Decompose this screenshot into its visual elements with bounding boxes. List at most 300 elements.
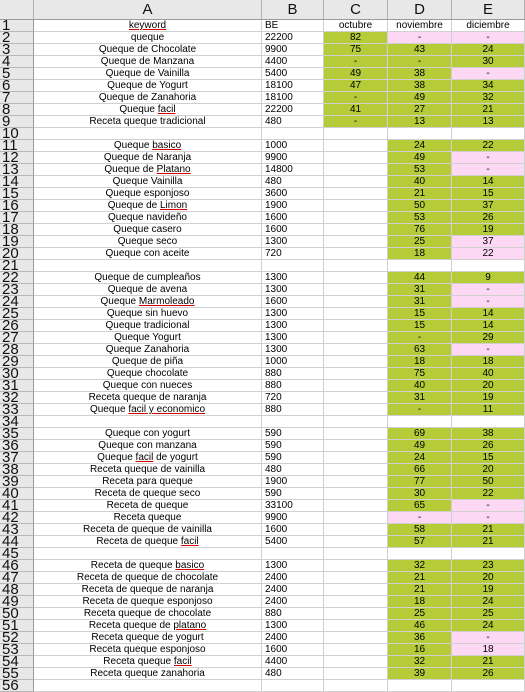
cell-diciembre[interactable]: [452, 416, 525, 428]
cell-be[interactable]: 480: [262, 176, 324, 188]
cell-be[interactable]: 2400: [262, 596, 324, 608]
row-header[interactable]: 31: [0, 380, 34, 392]
cell-noviembre[interactable]: 31: [388, 392, 452, 404]
cell-octubre[interactable]: 82: [324, 32, 388, 44]
cell-noviembre[interactable]: 32: [388, 560, 452, 572]
cell-be[interactable]: 2400: [262, 632, 324, 644]
cell-octubre[interactable]: [324, 200, 388, 212]
row-header[interactable]: 9: [0, 116, 34, 128]
cell-diciembre[interactable]: 23: [452, 560, 525, 572]
cell-octubre[interactable]: [324, 164, 388, 176]
cell-keyword[interactable]: Queque sin huevo: [34, 308, 262, 320]
cell-be[interactable]: 1600: [262, 644, 324, 656]
cell-octubre[interactable]: [324, 140, 388, 152]
cell-octubre[interactable]: [324, 656, 388, 668]
cell-noviembre[interactable]: 16: [388, 644, 452, 656]
cell-keyword[interactable]: Receta queque facil: [34, 656, 262, 668]
cell-keyword[interactable]: Queque de piña: [34, 356, 262, 368]
cell-noviembre[interactable]: 50: [388, 200, 452, 212]
cell-noviembre[interactable]: 21: [388, 584, 452, 596]
cell-keyword[interactable]: Queque de Manzana: [34, 56, 262, 68]
cell-octubre[interactable]: [324, 176, 388, 188]
cell-keyword[interactable]: Queque de cumpleaños: [34, 272, 262, 284]
cell-noviembre[interactable]: [388, 128, 452, 140]
cell-noviembre[interactable]: -: [388, 404, 452, 416]
cell-diciembre[interactable]: [452, 260, 525, 272]
cell-octubre[interactable]: [324, 464, 388, 476]
cell-keyword[interactable]: Queque con yogurt: [34, 428, 262, 440]
row-header[interactable]: 46: [0, 560, 34, 572]
cell-keyword[interactable]: Receta para queque: [34, 476, 262, 488]
cell-diciembre[interactable]: 19: [452, 224, 525, 236]
cell-diciembre[interactable]: [452, 128, 525, 140]
row-header[interactable]: 52: [0, 632, 34, 644]
cell-octubre[interactable]: [324, 404, 388, 416]
row-header[interactable]: 39: [0, 476, 34, 488]
cell-diciembre[interactable]: 14: [452, 320, 525, 332]
cell-diciembre[interactable]: 22: [452, 140, 525, 152]
row-header[interactable]: 55: [0, 668, 34, 680]
cell-be[interactable]: 2400: [262, 572, 324, 584]
cell-keyword[interactable]: Queque con aceite: [34, 248, 262, 260]
cell-noviembre[interactable]: 53: [388, 164, 452, 176]
cell-keyword[interactable]: Receta queque de chocolate: [34, 608, 262, 620]
cell-keyword[interactable]: Queque de Platano: [34, 164, 262, 176]
cell-octubre[interactable]: [324, 428, 388, 440]
cell-be[interactable]: 22200: [262, 104, 324, 116]
cell-octubre[interactable]: 47: [324, 80, 388, 92]
row-header[interactable]: 11: [0, 140, 34, 152]
cell-diciembre[interactable]: 21: [452, 524, 525, 536]
cell-octubre[interactable]: [324, 320, 388, 332]
cell-keyword[interactable]: Queque casero: [34, 224, 262, 236]
cell-octubre[interactable]: 49: [324, 68, 388, 80]
cell-keyword[interactable]: [34, 128, 262, 140]
cell-keyword[interactable]: Receta queque tradicional: [34, 116, 262, 128]
cell-noviembre[interactable]: [388, 416, 452, 428]
cell-octubre[interactable]: [324, 608, 388, 620]
cell-keyword[interactable]: [34, 416, 262, 428]
cell-noviembre[interactable]: 21: [388, 572, 452, 584]
row-header[interactable]: 12: [0, 152, 34, 164]
cell-noviembre[interactable]: [388, 260, 452, 272]
cell-octubre[interactable]: [324, 416, 388, 428]
cell-be[interactable]: 1600: [262, 212, 324, 224]
row-header[interactable]: 26: [0, 320, 34, 332]
cell-be[interactable]: 1000: [262, 356, 324, 368]
cell-octubre[interactable]: 75: [324, 44, 388, 56]
cell-noviembre[interactable]: 75: [388, 368, 452, 380]
cell-noviembre[interactable]: 27: [388, 104, 452, 116]
cell-keyword[interactable]: Queque basico: [34, 140, 262, 152]
cell-keyword[interactable]: Receta queque de platano: [34, 620, 262, 632]
row-header[interactable]: 42: [0, 512, 34, 524]
cell-noviembre[interactable]: 46: [388, 620, 452, 632]
row-header[interactable]: 17: [0, 212, 34, 224]
cell-keyword[interactable]: Receta de queque de naranja: [34, 584, 262, 596]
cell-diciembre[interactable]: 21: [452, 536, 525, 548]
cell-be[interactable]: 22200: [262, 32, 324, 44]
cell-diciembre[interactable]: 15: [452, 188, 525, 200]
row-header[interactable]: 13: [0, 164, 34, 176]
row-header[interactable]: 43: [0, 524, 34, 536]
cell-be[interactable]: 720: [262, 392, 324, 404]
cell-octubre[interactable]: [324, 584, 388, 596]
cell-diciembre[interactable]: 26: [452, 212, 525, 224]
cell-be[interactable]: 1000: [262, 140, 324, 152]
cell-diciembre[interactable]: 15: [452, 452, 525, 464]
cell-keyword[interactable]: Queque de Limon: [34, 200, 262, 212]
cell-diciembre[interactable]: 26: [452, 440, 525, 452]
cell-octubre[interactable]: [324, 560, 388, 572]
cell-noviembre[interactable]: 25: [388, 608, 452, 620]
column-header-e[interactable]: E: [452, 0, 525, 19]
cell-diciembre[interactable]: -: [452, 296, 525, 308]
cell-be[interactable]: 480: [262, 464, 324, 476]
row-header[interactable]: 40: [0, 488, 34, 500]
row-header[interactable]: 54: [0, 656, 34, 668]
cell-octubre[interactable]: [324, 128, 388, 140]
cell-noviembre[interactable]: 65: [388, 500, 452, 512]
cell-keyword[interactable]: Queque facil: [34, 104, 262, 116]
cell-keyword[interactable]: Queque con manzana: [34, 440, 262, 452]
cell-be[interactable]: [262, 416, 324, 428]
row-header[interactable]: 44: [0, 536, 34, 548]
cell-noviembre[interactable]: 15: [388, 308, 452, 320]
cell-be[interactable]: 18100: [262, 80, 324, 92]
row-header[interactable]: 24: [0, 296, 34, 308]
cell-diciembre[interactable]: 24: [452, 44, 525, 56]
row-header[interactable]: 56: [0, 680, 34, 692]
cell-diciembre[interactable]: 9: [452, 272, 525, 284]
cell-be[interactable]: 590: [262, 440, 324, 452]
cell-noviembre[interactable]: 43: [388, 44, 452, 56]
cell-be[interactable]: 14800: [262, 164, 324, 176]
cell-noviembre[interactable]: -: [388, 332, 452, 344]
cell-diciembre[interactable]: -: [452, 512, 525, 524]
cell-noviembre[interactable]: 76: [388, 224, 452, 236]
cell-noviembre[interactable]: 24: [388, 452, 452, 464]
row-header[interactable]: 10: [0, 128, 34, 140]
cell-diciembre[interactable]: [452, 548, 525, 560]
row-header[interactable]: 18: [0, 224, 34, 236]
column-header-d[interactable]: D: [388, 0, 452, 19]
cell-be[interactable]: 1600: [262, 224, 324, 236]
row-header[interactable]: 33: [0, 404, 34, 416]
cell-noviembre[interactable]: 66: [388, 464, 452, 476]
cell-keyword[interactable]: Queque esponjoso: [34, 188, 262, 200]
cell-octubre[interactable]: [324, 632, 388, 644]
cell-octubre[interactable]: [324, 284, 388, 296]
cell-diciembre[interactable]: 30: [452, 56, 525, 68]
cell-octubre[interactable]: [324, 212, 388, 224]
cell-keyword[interactable]: Receta queque de naranja: [34, 392, 262, 404]
cell-octubre[interactable]: [324, 488, 388, 500]
cell-noviembre[interactable]: 44: [388, 272, 452, 284]
cell-octubre[interactable]: [324, 452, 388, 464]
cell-octubre[interactable]: [324, 536, 388, 548]
cell-noviembre[interactable]: -: [388, 32, 452, 44]
cell-be[interactable]: 1300: [262, 320, 324, 332]
cell-keyword[interactable]: Receta de queque esponjoso: [34, 596, 262, 608]
cell-noviembre[interactable]: noviembre: [388, 20, 452, 32]
cell-octubre[interactable]: [324, 476, 388, 488]
cell-octubre[interactable]: [324, 224, 388, 236]
row-header[interactable]: 25: [0, 308, 34, 320]
row-header[interactable]: 32: [0, 392, 34, 404]
cell-noviembre[interactable]: 40: [388, 380, 452, 392]
cell-noviembre[interactable]: 18: [388, 596, 452, 608]
cell-keyword[interactable]: Receta de queque seco: [34, 488, 262, 500]
cell-keyword[interactable]: Queque facil de yogurt: [34, 452, 262, 464]
row-header[interactable]: 20: [0, 248, 34, 260]
cell-diciembre[interactable]: 24: [452, 596, 525, 608]
cell-octubre[interactable]: [324, 668, 388, 680]
row-header[interactable]: 49: [0, 596, 34, 608]
cell-diciembre[interactable]: 14: [452, 176, 525, 188]
cell-noviembre[interactable]: [388, 680, 452, 692]
cell-keyword[interactable]: Queque chocolate: [34, 368, 262, 380]
cell-octubre[interactable]: [324, 356, 388, 368]
row-header[interactable]: 8: [0, 104, 34, 116]
cell-keyword[interactable]: Receta de queque basico: [34, 560, 262, 572]
cell-noviembre[interactable]: 21: [388, 188, 452, 200]
cell-keyword[interactable]: Receta queque de yogurt: [34, 632, 262, 644]
cell-be[interactable]: 1300: [262, 236, 324, 248]
cell-noviembre[interactable]: 24: [388, 140, 452, 152]
cell-be[interactable]: 880: [262, 608, 324, 620]
cell-keyword[interactable]: Queque de Yogurt: [34, 80, 262, 92]
cell-diciembre[interactable]: 32: [452, 92, 525, 104]
cell-octubre[interactable]: -: [324, 116, 388, 128]
cell-be[interactable]: 18100: [262, 92, 324, 104]
cell-diciembre[interactable]: -: [452, 632, 525, 644]
cell-diciembre[interactable]: -: [452, 344, 525, 356]
cell-diciembre[interactable]: 19: [452, 584, 525, 596]
cell-be[interactable]: 590: [262, 488, 324, 500]
cell-keyword[interactable]: Receta de queque: [34, 500, 262, 512]
cell-noviembre[interactable]: 63: [388, 344, 452, 356]
cell-diciembre[interactable]: 38: [452, 428, 525, 440]
row-header[interactable]: 28: [0, 344, 34, 356]
cell-octubre[interactable]: [324, 332, 388, 344]
cell-noviembre[interactable]: 57: [388, 536, 452, 548]
cell-octubre[interactable]: [324, 524, 388, 536]
cell-keyword[interactable]: Receta queque esponjoso: [34, 644, 262, 656]
cell-noviembre[interactable]: 31: [388, 284, 452, 296]
cell-diciembre[interactable]: -: [452, 68, 525, 80]
row-header[interactable]: 7: [0, 92, 34, 104]
cell-keyword[interactable]: Queque de Chocolate: [34, 44, 262, 56]
cell-keyword[interactable]: Receta queque: [34, 512, 262, 524]
cell-diciembre[interactable]: 14: [452, 308, 525, 320]
cell-be[interactable]: 1300: [262, 332, 324, 344]
cell-be[interactable]: [262, 548, 324, 560]
cell-noviembre[interactable]: 25: [388, 236, 452, 248]
cell-noviembre[interactable]: 31: [388, 296, 452, 308]
cell-noviembre[interactable]: 77: [388, 476, 452, 488]
cell-be[interactable]: 9900: [262, 44, 324, 56]
cell-be[interactable]: BE: [262, 20, 324, 32]
cell-keyword[interactable]: [34, 20, 262, 32]
row-header[interactable]: 45: [0, 548, 34, 560]
cell-diciembre[interactable]: 19: [452, 392, 525, 404]
cell-keyword[interactable]: Queque de Naranja: [34, 152, 262, 164]
cell-be[interactable]: 880: [262, 380, 324, 392]
cell-keyword[interactable]: Queque Marmoleado: [34, 296, 262, 308]
cell-diciembre[interactable]: 40: [452, 368, 525, 380]
cell-octubre[interactable]: -: [324, 92, 388, 104]
cell-diciembre[interactable]: 34: [452, 80, 525, 92]
cell-diciembre[interactable]: 20: [452, 572, 525, 584]
cell-noviembre[interactable]: 49: [388, 152, 452, 164]
cell-be[interactable]: 480: [262, 668, 324, 680]
cell-be[interactable]: 1600: [262, 296, 324, 308]
cell-octubre[interactable]: [324, 188, 388, 200]
row-header[interactable]: 6: [0, 80, 34, 92]
cell-be[interactable]: 1300: [262, 272, 324, 284]
cell-diciembre[interactable]: 26: [452, 668, 525, 680]
cell-be[interactable]: 590: [262, 428, 324, 440]
cell-be[interactable]: 1300: [262, 308, 324, 320]
cell-diciembre[interactable]: -: [452, 500, 525, 512]
row-header[interactable]: 47: [0, 572, 34, 584]
row-header[interactable]: 38: [0, 464, 34, 476]
cell-diciembre[interactable]: 18: [452, 644, 525, 656]
cell-octubre[interactable]: [324, 296, 388, 308]
row-header[interactable]: 19: [0, 236, 34, 248]
cell-octubre[interactable]: [324, 344, 388, 356]
cell-noviembre[interactable]: 38: [388, 80, 452, 92]
cell-be[interactable]: 5400: [262, 536, 324, 548]
cell-be[interactable]: 1300: [262, 620, 324, 632]
cell-diciembre[interactable]: 37: [452, 200, 525, 212]
cell-keyword[interactable]: Queque seco: [34, 236, 262, 248]
cell-octubre[interactable]: [324, 500, 388, 512]
cell-diciembre[interactable]: 18: [452, 356, 525, 368]
cell-diciembre[interactable]: -: [452, 152, 525, 164]
cell-octubre[interactable]: [324, 392, 388, 404]
cell-octubre[interactable]: [324, 380, 388, 392]
cell-be[interactable]: 1900: [262, 476, 324, 488]
cell-diciembre[interactable]: 20: [452, 464, 525, 476]
cell-octubre[interactable]: 41: [324, 104, 388, 116]
cell-noviembre[interactable]: 18: [388, 356, 452, 368]
cell-keyword[interactable]: Queque tradicional: [34, 320, 262, 332]
row-header[interactable]: 1: [0, 20, 34, 32]
row-header[interactable]: 3: [0, 44, 34, 56]
cell-noviembre[interactable]: 53: [388, 212, 452, 224]
cell-keyword[interactable]: Receta queque de vainilla: [34, 464, 262, 476]
cell-be[interactable]: 2400: [262, 584, 324, 596]
cell-be[interactable]: [262, 128, 324, 140]
cell-diciembre[interactable]: 29: [452, 332, 525, 344]
cell-be[interactable]: 33100: [262, 500, 324, 512]
cell-be[interactable]: [262, 260, 324, 272]
cell-octubre[interactable]: [324, 368, 388, 380]
cell-noviembre[interactable]: -: [388, 512, 452, 524]
cell-diciembre[interactable]: 25: [452, 608, 525, 620]
cell-diciembre[interactable]: 22: [452, 248, 525, 260]
column-header-a[interactable]: A: [34, 0, 262, 19]
cell-be[interactable]: 590: [262, 452, 324, 464]
cell-noviembre[interactable]: 15: [388, 320, 452, 332]
cell-keyword[interactable]: Queque navideño: [34, 212, 262, 224]
cell-be[interactable]: 1300: [262, 344, 324, 356]
cell-keyword[interactable]: Receta de queque de vainilla: [34, 524, 262, 536]
cell-noviembre[interactable]: 49: [388, 92, 452, 104]
cell-be[interactable]: 720: [262, 248, 324, 260]
row-header[interactable]: 27: [0, 332, 34, 344]
cell-octubre[interactable]: [324, 308, 388, 320]
row-header[interactable]: 15: [0, 188, 34, 200]
cell-keyword[interactable]: Queque facil y economico: [34, 404, 262, 416]
cell-keyword[interactable]: Queque de Vainilla: [34, 68, 262, 80]
cell-octubre[interactable]: [324, 260, 388, 272]
row-header[interactable]: 48: [0, 584, 34, 596]
cell-diciembre[interactable]: diciembre: [452, 20, 525, 32]
cell-noviembre[interactable]: 39: [388, 668, 452, 680]
cell-octubre[interactable]: [324, 512, 388, 524]
row-header[interactable]: 53: [0, 644, 34, 656]
cell-be[interactable]: 4400: [262, 656, 324, 668]
row-header[interactable]: 35: [0, 428, 34, 440]
cell-be[interactable]: 9900: [262, 512, 324, 524]
cell-be[interactable]: 880: [262, 368, 324, 380]
row-header[interactable]: 5: [0, 68, 34, 80]
cell-be[interactable]: 480: [262, 116, 324, 128]
cell-octubre[interactable]: [324, 572, 388, 584]
cell-octubre[interactable]: [324, 236, 388, 248]
cell-noviembre[interactable]: [388, 548, 452, 560]
cell-noviembre[interactable]: 40: [388, 176, 452, 188]
column-header-b[interactable]: B: [262, 0, 324, 19]
row-header[interactable]: 37: [0, 452, 34, 464]
cell-keyword[interactable]: Receta queque zanahoria: [34, 668, 262, 680]
cell-be[interactable]: 3600: [262, 188, 324, 200]
cell-be[interactable]: 1300: [262, 284, 324, 296]
row-header[interactable]: 4: [0, 56, 34, 68]
cell-keyword[interactable]: [34, 548, 262, 560]
cell-keyword[interactable]: Queque Vainilla: [34, 176, 262, 188]
cell-be[interactable]: 5400: [262, 68, 324, 80]
row-header[interactable]: 2: [0, 32, 34, 44]
row-header[interactable]: 21: [0, 260, 34, 272]
cell-keyword[interactable]: Queque Zanahoria: [34, 344, 262, 356]
select-all-corner[interactable]: [0, 0, 34, 19]
column-header-c[interactable]: C: [324, 0, 388, 19]
cell-diciembre[interactable]: 50: [452, 476, 525, 488]
cell-diciembre[interactable]: 11: [452, 404, 525, 416]
cell-diciembre[interactable]: -: [452, 32, 525, 44]
row-header[interactable]: 14: [0, 176, 34, 188]
cell-noviembre[interactable]: 49: [388, 440, 452, 452]
cell-noviembre[interactable]: 30: [388, 488, 452, 500]
cell-be[interactable]: 880: [262, 404, 324, 416]
cell-noviembre[interactable]: 69: [388, 428, 452, 440]
row-header[interactable]: 41: [0, 500, 34, 512]
cell-diciembre[interactable]: 21: [452, 656, 525, 668]
row-header[interactable]: 23: [0, 284, 34, 296]
cell-diciembre[interactable]: 21: [452, 104, 525, 116]
cell-noviembre[interactable]: 36: [388, 632, 452, 644]
cell-octubre[interactable]: octubre: [324, 20, 388, 32]
cell-be[interactable]: 4400: [262, 56, 324, 68]
cell-keyword[interactable]: [34, 680, 262, 692]
cell-be[interactable]: [262, 680, 324, 692]
cell-be[interactable]: 1600: [262, 524, 324, 536]
cell-noviembre[interactable]: 38: [388, 68, 452, 80]
